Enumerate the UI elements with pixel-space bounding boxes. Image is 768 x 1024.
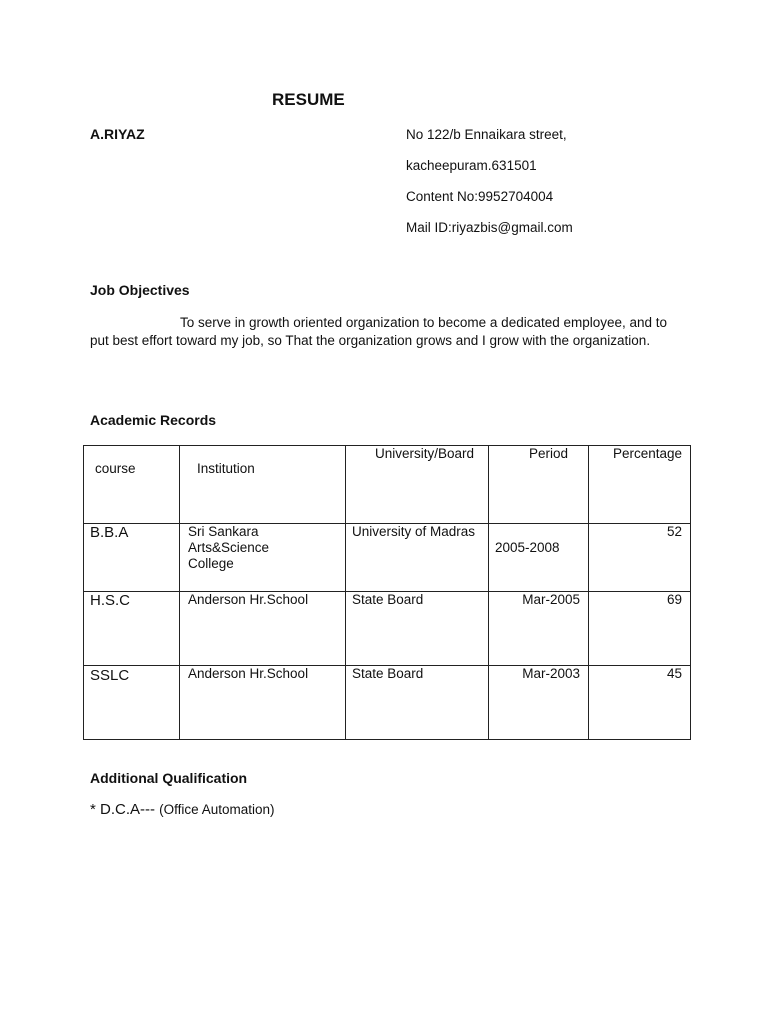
table-header-row — [84, 446, 691, 524]
row-institution: Sri Sankara Arts&Science College — [188, 524, 270, 571]
additional-qualification-item — [90, 801, 274, 818]
header-percentage: Percentage — [589, 446, 691, 524]
qualification-main: * D.C.A--- — [90, 801, 155, 818]
row-board: State Board — [352, 592, 424, 607]
row-period: Mar-2005 — [522, 592, 580, 607]
address-line-2: kacheepuram.631501 — [406, 158, 537, 173]
row-course: B.B.A — [90, 524, 129, 541]
row-percentage: 69 — [666, 592, 682, 607]
row-course: SSLC — [90, 667, 130, 684]
resume-title: RESUME — [272, 90, 345, 109]
table-row — [84, 592, 691, 666]
address-line-1: No 122/b Ennaikara street, — [406, 127, 567, 142]
header-institution: Institution — [180, 446, 346, 524]
row-percentage: 45 — [666, 666, 682, 681]
row-period: 2005-2008 — [495, 540, 560, 555]
row-institution: Anderson Hr.School — [188, 592, 309, 607]
qualification-detail: (Office Automation) — [159, 802, 275, 817]
mail-id: Mail ID:riyazbis@gmail.com — [406, 220, 573, 235]
row-board: University of Madras — [352, 524, 476, 539]
header-university-board: University/Board — [346, 446, 489, 524]
row-institution: Anderson Hr.School — [188, 666, 309, 681]
academic-records-table — [83, 445, 691, 740]
job-objectives-text — [90, 314, 680, 350]
row-course: H.S.C — [90, 592, 131, 609]
header-course: course — [84, 446, 180, 524]
applicant-name: A.RIYAZ — [90, 126, 145, 142]
table-row — [84, 666, 691, 740]
row-period: Mar-2003 — [522, 666, 580, 681]
row-board: State Board — [352, 666, 424, 681]
job-objectives-heading: Job Objectives — [90, 282, 190, 298]
contact-number: Content No:9952704004 — [406, 189, 554, 204]
academic-records-heading: Academic Records — [90, 412, 217, 428]
additional-qualification-heading: Additional Qualification — [90, 770, 248, 786]
job-objectives-body: To serve in growth oriented organization to become a dedicated employee, and to put best effort toward my job, so That the organization grows and I grow with the organization. — [90, 315, 668, 348]
table-row — [84, 524, 691, 592]
header-period: Period — [489, 446, 589, 524]
row-percentage: 52 — [666, 524, 682, 539]
